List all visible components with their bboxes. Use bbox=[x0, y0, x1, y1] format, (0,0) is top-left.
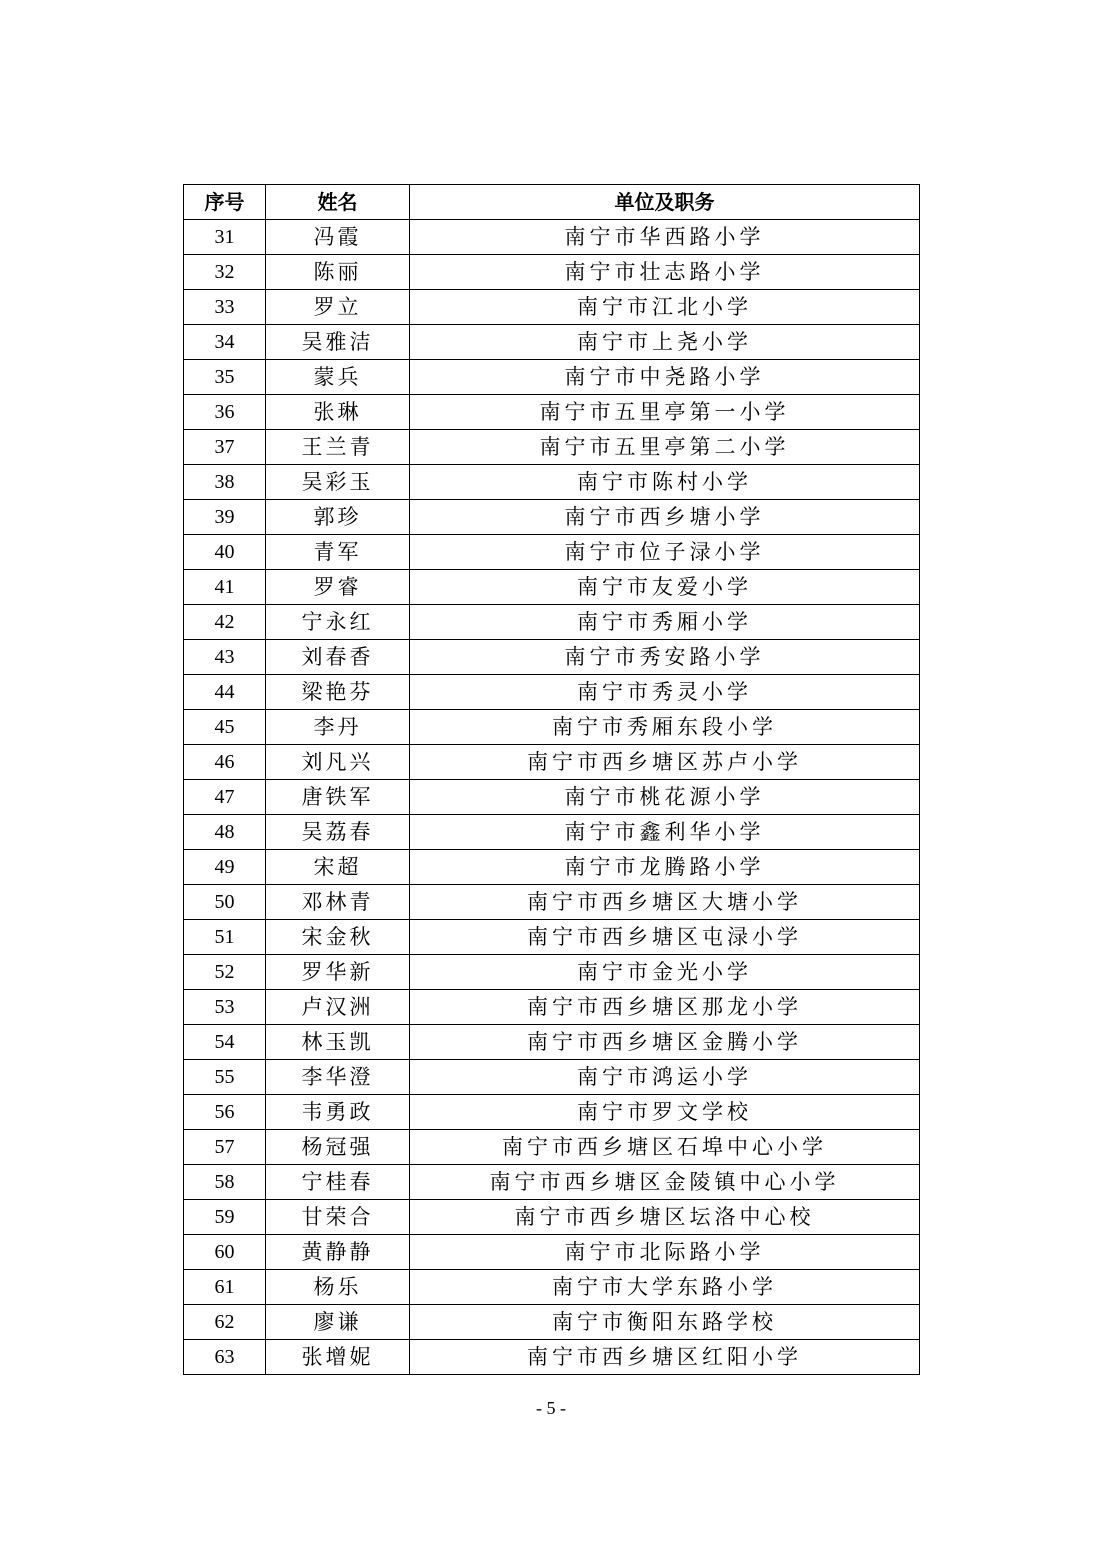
serial-number-cell: 60 bbox=[184, 1235, 266, 1270]
unit-cell: 南宁市位子渌小学 bbox=[410, 535, 920, 570]
unit-cell: 南宁市西乡塘区金腾小学 bbox=[410, 1025, 920, 1060]
serial-number-cell: 49 bbox=[184, 850, 266, 885]
unit-cell: 南宁市秀厢小学 bbox=[410, 605, 920, 640]
serial-number-cell: 45 bbox=[184, 710, 266, 745]
serial-number-cell: 48 bbox=[184, 815, 266, 850]
serial-number-cell: 57 bbox=[184, 1130, 266, 1165]
name-cell: 邓林青 bbox=[266, 885, 410, 920]
name-cell: 宋金秋 bbox=[266, 920, 410, 955]
serial-number-cell: 41 bbox=[184, 570, 266, 605]
name-cell: 刘春香 bbox=[266, 640, 410, 675]
serial-number-cell: 36 bbox=[184, 395, 266, 430]
serial-number-cell: 43 bbox=[184, 640, 266, 675]
serial-number-cell: 44 bbox=[184, 675, 266, 710]
table-row bbox=[184, 745, 920, 780]
table-body bbox=[184, 220, 920, 1375]
unit-cell: 南宁市壮志路小学 bbox=[410, 255, 920, 290]
name-cell: 吴荔春 bbox=[266, 815, 410, 850]
serial-number-cell: 39 bbox=[184, 500, 266, 535]
unit-cell: 南宁市上尧小学 bbox=[410, 325, 920, 360]
serial-number-cell: 58 bbox=[184, 1165, 266, 1200]
name-cell: 罗华新 bbox=[266, 955, 410, 990]
name-cell: 廖谦 bbox=[266, 1305, 410, 1340]
table-row bbox=[184, 360, 920, 395]
serial-number-cell: 35 bbox=[184, 360, 266, 395]
serial-number-cell: 62 bbox=[184, 1305, 266, 1340]
unit-cell: 南宁市罗文学校 bbox=[410, 1095, 920, 1130]
unit-cell: 南宁市秀厢东段小学 bbox=[410, 710, 920, 745]
name-cell: 宁桂春 bbox=[266, 1165, 410, 1200]
unit-cell: 南宁市鸿运小学 bbox=[410, 1060, 920, 1095]
table-row bbox=[184, 430, 920, 465]
table-row bbox=[184, 1130, 920, 1165]
table-row bbox=[184, 640, 920, 675]
unit-cell: 南宁市鑫利华小学 bbox=[410, 815, 920, 850]
name-cell: 宁永红 bbox=[266, 605, 410, 640]
serial-number-cell: 54 bbox=[184, 1025, 266, 1060]
name-cell: 冯霞 bbox=[266, 220, 410, 255]
table-row bbox=[184, 570, 920, 605]
unit-cell: 南宁市西乡塘区红阳小学 bbox=[410, 1340, 920, 1375]
table-row bbox=[184, 885, 920, 920]
table-row bbox=[184, 675, 920, 710]
unit-cell: 南宁市北际路小学 bbox=[410, 1235, 920, 1270]
name-cell: 杨乐 bbox=[266, 1270, 410, 1305]
table-header bbox=[184, 185, 920, 220]
serial-number-cell: 56 bbox=[184, 1095, 266, 1130]
unit-cell: 南宁市西乡塘区那龙小学 bbox=[410, 990, 920, 1025]
name-cell: 黄静静 bbox=[266, 1235, 410, 1270]
table-row bbox=[184, 1305, 920, 1340]
serial-number-cell: 33 bbox=[184, 290, 266, 325]
serial-number-cell: 59 bbox=[184, 1200, 266, 1235]
unit-cell: 南宁市五里亭第二小学 bbox=[410, 430, 920, 465]
header-row bbox=[184, 185, 920, 220]
name-cell: 李华澄 bbox=[266, 1060, 410, 1095]
table-row bbox=[184, 710, 920, 745]
table-row bbox=[184, 1235, 920, 1270]
table-row bbox=[184, 1025, 920, 1060]
name-cell: 张增妮 bbox=[266, 1340, 410, 1375]
serial-number-cell: 61 bbox=[184, 1270, 266, 1305]
serial-number-cell: 50 bbox=[184, 885, 266, 920]
serial-number-cell: 63 bbox=[184, 1340, 266, 1375]
serial-number-cell: 53 bbox=[184, 990, 266, 1025]
name-cell: 梁艳芬 bbox=[266, 675, 410, 710]
name-cell: 唐铁军 bbox=[266, 780, 410, 815]
serial-number-cell: 42 bbox=[184, 605, 266, 640]
unit-cell: 南宁市桃花源小学 bbox=[410, 780, 920, 815]
serial-number-cell: 37 bbox=[184, 430, 266, 465]
name-cell: 甘荣合 bbox=[266, 1200, 410, 1235]
table-row bbox=[184, 325, 920, 360]
table-row bbox=[184, 220, 920, 255]
table-row bbox=[184, 1200, 920, 1235]
table-row bbox=[184, 780, 920, 815]
table-row bbox=[184, 1060, 920, 1095]
serial-number-cell: 38 bbox=[184, 465, 266, 500]
unit-cell: 南宁市西乡塘区苏卢小学 bbox=[410, 745, 920, 780]
name-cell: 刘凡兴 bbox=[266, 745, 410, 780]
unit-cell: 南宁市西乡塘区屯渌小学 bbox=[410, 920, 920, 955]
unit-cell: 南宁市中尧路小学 bbox=[410, 360, 920, 395]
table-row bbox=[184, 990, 920, 1025]
unit-cell: 南宁市西乡塘小学 bbox=[410, 500, 920, 535]
header-unit-and-position: 单位及职务 bbox=[410, 185, 920, 220]
serial-number-cell: 34 bbox=[184, 325, 266, 360]
table-row bbox=[184, 1270, 920, 1305]
header-name: 姓名 bbox=[266, 185, 410, 220]
table-row bbox=[184, 1340, 920, 1375]
serial-number-cell: 52 bbox=[184, 955, 266, 990]
name-cell: 林玉凯 bbox=[266, 1025, 410, 1060]
name-cell: 卢汉洲 bbox=[266, 990, 410, 1025]
unit-cell: 南宁市五里亭第一小学 bbox=[410, 395, 920, 430]
table-row bbox=[184, 255, 920, 290]
name-cell: 宋超 bbox=[266, 850, 410, 885]
unit-cell: 南宁市西乡塘区石埠中心小学 bbox=[410, 1130, 920, 1165]
table-row bbox=[184, 500, 920, 535]
page-number: - 5 - bbox=[536, 1398, 566, 1418]
unit-cell: 南宁市大学东路小学 bbox=[410, 1270, 920, 1305]
name-cell: 杨冠强 bbox=[266, 1130, 410, 1165]
name-cell: 郭珍 bbox=[266, 500, 410, 535]
table-row bbox=[184, 535, 920, 570]
table-row bbox=[184, 465, 920, 500]
table-row bbox=[184, 850, 920, 885]
unit-cell: 南宁市秀安路小学 bbox=[410, 640, 920, 675]
name-cell: 吴雅洁 bbox=[266, 325, 410, 360]
table-row bbox=[184, 1095, 920, 1130]
name-cell: 陈丽 bbox=[266, 255, 410, 290]
table-row bbox=[184, 605, 920, 640]
unit-cell: 南宁市衡阳东路学校 bbox=[410, 1305, 920, 1340]
serial-number-cell: 47 bbox=[184, 780, 266, 815]
unit-cell: 南宁市西乡塘区坛洛中心校 bbox=[410, 1200, 920, 1235]
unit-cell: 南宁市江北小学 bbox=[410, 290, 920, 325]
name-cell: 李丹 bbox=[266, 710, 410, 745]
serial-number-cell: 55 bbox=[184, 1060, 266, 1095]
unit-cell: 南宁市龙腾路小学 bbox=[410, 850, 920, 885]
unit-cell: 南宁市西乡塘区大塘小学 bbox=[410, 885, 920, 920]
table-row bbox=[184, 290, 920, 325]
table-row bbox=[184, 1165, 920, 1200]
serial-number-cell: 31 bbox=[184, 220, 266, 255]
unit-cell: 南宁市友爱小学 bbox=[410, 570, 920, 605]
unit-cell: 南宁市秀灵小学 bbox=[410, 675, 920, 710]
table-row bbox=[184, 955, 920, 990]
name-cell: 罗睿 bbox=[266, 570, 410, 605]
serial-number-cell: 40 bbox=[184, 535, 266, 570]
header-serial-number: 序号 bbox=[184, 185, 266, 220]
name-cell: 吴彩玉 bbox=[266, 465, 410, 500]
unit-cell: 南宁市陈村小学 bbox=[410, 465, 920, 500]
serial-number-cell: 46 bbox=[184, 745, 266, 780]
unit-cell: 南宁市西乡塘区金陵镇中心小学 bbox=[410, 1165, 920, 1200]
name-cell: 罗立 bbox=[266, 290, 410, 325]
table-row bbox=[184, 920, 920, 955]
name-cell: 王兰青 bbox=[266, 430, 410, 465]
name-cell: 韦勇政 bbox=[266, 1095, 410, 1130]
name-cell: 青军 bbox=[266, 535, 410, 570]
name-cell: 张琳 bbox=[266, 395, 410, 430]
unit-cell: 南宁市华西路小学 bbox=[410, 220, 920, 255]
serial-number-cell: 51 bbox=[184, 920, 266, 955]
name-cell: 蒙兵 bbox=[266, 360, 410, 395]
serial-number-cell: 32 bbox=[184, 255, 266, 290]
unit-cell: 南宁市金光小学 bbox=[410, 955, 920, 990]
table-row bbox=[184, 395, 920, 430]
roster-table bbox=[183, 184, 920, 1375]
table-row bbox=[184, 815, 920, 850]
